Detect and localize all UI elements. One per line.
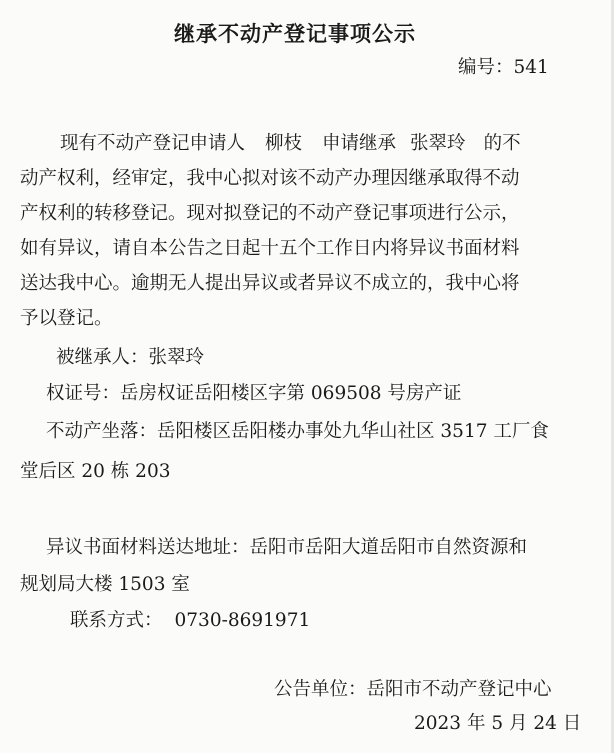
contact-value: 0730-8691971 (174, 610, 311, 631)
para1-mid: 申请继承 (322, 133, 397, 154)
paragraph-line-1 (60, 132, 521, 156)
number-label: 编号： (458, 57, 514, 78)
decedent-value: 张翠玲 (148, 347, 205, 368)
paragraph-line-4: 如有异议，请自本公告之日起十五个工作日内将异议书面材料 (20, 238, 520, 259)
paragraph-line-6: 予以登记。 (20, 308, 113, 329)
certificate-value: 岳房权证岳阳楼区字第 069508 号房产证 (120, 383, 462, 404)
para1-suffix: 的不 (483, 133, 521, 154)
issuer-label: 公告单位： (274, 679, 367, 700)
issue-date: 2023 年 5 月 24 日 (414, 713, 582, 734)
certificate-row (46, 382, 461, 406)
location-row (46, 420, 549, 444)
page-title: 继承不动产登记事项公示 (174, 22, 416, 46)
decedent-label: 被继承人： (56, 347, 149, 368)
certificate-label: 权证号： (46, 383, 121, 404)
objection-address-line1: 岳阳市岳阳大道岳阳市自然资源和 (249, 537, 528, 558)
contact-label: 联系方式： (70, 610, 163, 631)
notice-number (458, 56, 549, 80)
objection-address-row (46, 536, 527, 560)
number-value: 541 (513, 57, 549, 78)
decedent-inline: 张翠玲 (410, 133, 466, 154)
paragraph-line-5: 送达我中心。逾期无人提出异议或者异议不成立的，我中心将 (20, 273, 520, 294)
location-value-line1: 岳阳楼区岳阳楼办事处九华山社区 3517 工厂食 (157, 421, 549, 442)
decedent-row (56, 346, 204, 370)
objection-address-label: 异议书面材料送达地址： (46, 537, 250, 558)
applicant-name: 柳枝 (265, 133, 303, 154)
issuer-row (274, 678, 552, 702)
paragraph-line-2: 动产权利，经审定，我中心拟对该不动产办理因继承取得不动 (20, 168, 520, 189)
issuer-value: 岳阳市不动产登记中心 (366, 679, 552, 700)
objection-address-line2: 规划局大楼 1503 室 (20, 574, 190, 595)
para1-prefix: 现有不动产登记申请人 (60, 133, 246, 154)
location-label: 不动产坐落： (46, 421, 158, 442)
paragraph-line-3: 产权利的转移登记。现对拟登记的不动产登记事项进行公示， (20, 203, 520, 224)
location-value-line2: 堂后区 20 栋 203 (20, 461, 171, 482)
contact-row (70, 609, 310, 633)
